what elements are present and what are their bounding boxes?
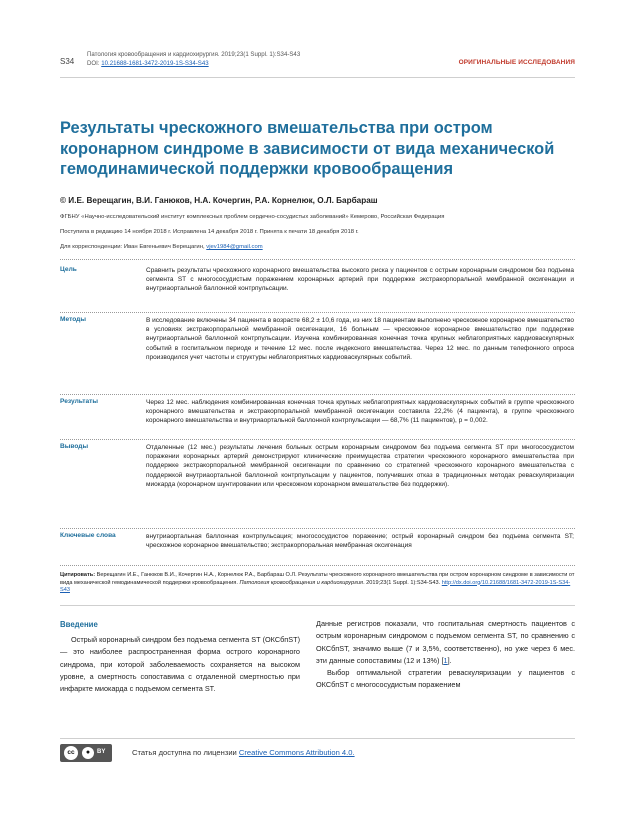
- citation-label: Цитировать:: [60, 572, 96, 578]
- citation-doi-link[interactable]: http://dx.doi.org/10.21688/1681-3472-2019-1S-S34-S43: [60, 579, 571, 594]
- abstract-text: Отдаленные (12 мес.) результаты лечения больных острым коронарным синдромом без подъема сегмента ST при многососудистом поражении коронарных артерий демонстрируют клинические преимущества стратегии чрескожного коронарного вмешательства при поддержке экстракорпоральной мембранной оксигенации по сравнению со стратегией чрескожного коронарного вмешательства с поддержкой внутриаортальной баллонной контрпульсации у пациентов, получивших отказ в традиционных методах реваскуляризации миокарда (коронарном шунтировании или чрескожном коронарном вмешательстве без поддержки).: [146, 444, 574, 488]
- cc-by-badge-icon[interactable]: [60, 744, 112, 762]
- license-link[interactable]: Creative Commons Attribution 4.0.: [238, 748, 355, 757]
- authors: © И.Е. Верещагин, В.И. Ганюков, Н.А. Кочергин, Р.А. Корнелюк, О.Л. Барбараш: [60, 196, 378, 205]
- correspondence-email[interactable]: vjev1984@gmail.com: [206, 244, 263, 250]
- section-tag: ОРИГИНАЛЬНЫЕ ИССЛЕДОВАНИЯ: [458, 59, 575, 66]
- doi-link[interactable]: 10.21688-1681-3472-2019-1S-S34-S43: [101, 60, 209, 67]
- abstract-divider: [60, 259, 575, 260]
- abstract-text: Через 12 мес. наблюдения комбинированная конечная точка крупных неблагоприятных кардиоваскулярных событий в группе чрескожного коронарного вмешательства и экстракорпоральной мембранной оксигенации составила 22,2% (4 пациента), в группе чрескожного коронарного вмешательства и внутриаортальной баллонной контрпульсации — 68,7% (11 пациентов), p = 0,002.: [146, 399, 574, 425]
- citation-tail: . 2019;23(1 Suppl. 1):S34-S43.: [363, 579, 442, 586]
- abstract-divider: [60, 565, 575, 566]
- intro-paragraph: Выбор оптимальной стратегии реваскуляризации у пациентов с ОКСбпST с многососудистым поражением: [316, 668, 575, 690]
- abstract-text: внутриаортальная баллонная контрпульсация; многососудистое поражение; острый коронарный синдром без подъема сегмента ST; чрескожное коронарное вмешательство; экстракорпоральная мембранная оксигенация: [146, 533, 574, 550]
- abstract-divider: [60, 528, 575, 529]
- correspondence: [60, 244, 580, 250]
- abstract-label: Результаты: [60, 398, 99, 405]
- intro-heading: Введение: [60, 620, 98, 629]
- abstract-text: Сравнить результаты чрескожного коронарного вмешательства высокого риска у пациентов с острым коронарным синдромом без подъема сегмента ST с многососудистым поражением коронарных артерий при поддержке экстракорпоральной мембранной оксигенации и внутриаортальной баллонной контрпульсации.: [146, 267, 574, 293]
- intro-paragraph-text: Данные регистров показали, что госпитальная смертность пациентов с острым коронарным синдромом с подъемом сегмента ST, по сравнению с ОКСбпST, значимо выше (7 и 3,5%, соответственно), но уже через 6 мес. эти данные сопоставимы (12 и 13%) [: [316, 619, 575, 665]
- affiliation: ФГБНУ «Научно-исследовательский институт комплексных проблем сердечно-сосудистых заболеваний» Кемерово, Российская Федерация: [60, 214, 445, 220]
- license-text: Статья доступна по лицензии: [132, 748, 239, 757]
- abstract-label: Выводы: [60, 443, 89, 450]
- page-header: [60, 50, 575, 72]
- abstract-divider: [60, 394, 575, 395]
- intro-paragraph: Острый коронарный синдром без подъема сегмента ST (ОКСбпST) — это наиболее распространенная форма острого коронарного синдрома, при которой заболеваемость сохраняется на высоком уровне, а смертность сопоставима с отдаленной смертностью при инфаркте миокарда с подъемом сегмента ST.: [60, 635, 300, 694]
- correspondence-label: Для корреспонденции: Иван Евгеньевич Верещагин,: [60, 244, 207, 250]
- dates: Поступила в редакцию 14 ноября 2018 г. Исправлена 14 декабря 2018 г. Принята к печати 18 декабря 2018 г.: [60, 229, 359, 235]
- footer-divider: [60, 738, 575, 739]
- doi-line: [87, 59, 300, 68]
- abstract-label: Методы: [60, 316, 86, 323]
- intro-paragraph: [316, 618, 575, 667]
- citation-divider: [60, 605, 575, 606]
- journal-line: Патология кровообращения и кардиохирургия. 2019;23(1 Suppl. 1):S34-S43: [87, 51, 301, 58]
- abstract-label: Ключевые слова: [60, 532, 116, 539]
- license-note: [132, 748, 355, 757]
- doi-prefix: DOI:: [87, 60, 102, 67]
- intro-left-column: [60, 634, 300, 695]
- journal-info: [87, 50, 300, 68]
- intro-right-column: [316, 618, 575, 692]
- abstract-text: В исследование включены 34 пациента в возрасте 68,2 ± 10,6 года, из них 18 пациентам выполнено чрескожное коронарное вмешательство в условиях экстракорпоральной мембранной оксигенации, 16 больным — чрескожное коронарное вмешательство при поддержке внутриаортальной баллонной контрпульсации. Изучена комбинированная конечная точка крупных неблагоприятных кардиоваскулярных событий в госпитальном периоде и течение 12 мес. после индексного вмешательства. Через 12 мес. по данным телефонного опроса производился учет частоты и структуры неблагоприятных кардиоваскулярных событий.: [146, 317, 574, 361]
- abstract-label: Цель: [60, 266, 77, 273]
- citation-text: Верещагин И.Е., Ганюков В.И., Кочергин Н.А., Корнелюк Р.А., Барбараш О.Л. Результаты чрескожного коронарного вмешательства при остром коронарном синдроме в зависимости от вида механической гемодинамической поддержки кровообращения.: [60, 572, 575, 586]
- cc-icon: cc: [64, 746, 78, 760]
- header-divider: [60, 77, 575, 78]
- article-title: Результаты чрескожного вмешательства при остром коронарном синдроме в зависимости от вида механической гемодинамической поддержки кровообращения: [60, 119, 555, 178]
- person-icon: ●: [82, 747, 94, 759]
- abstract-divider: [60, 439, 575, 440]
- intro-paragraph-end: ].: [447, 655, 452, 665]
- citation: [60, 572, 575, 595]
- page-number: S34: [60, 57, 75, 66]
- abstract-divider: [60, 312, 575, 313]
- citation-journal: Патология кровообращения и кардиохирургия: [239, 579, 364, 586]
- reference-link[interactable]: 1: [443, 655, 448, 665]
- by-label: BY: [97, 749, 106, 755]
